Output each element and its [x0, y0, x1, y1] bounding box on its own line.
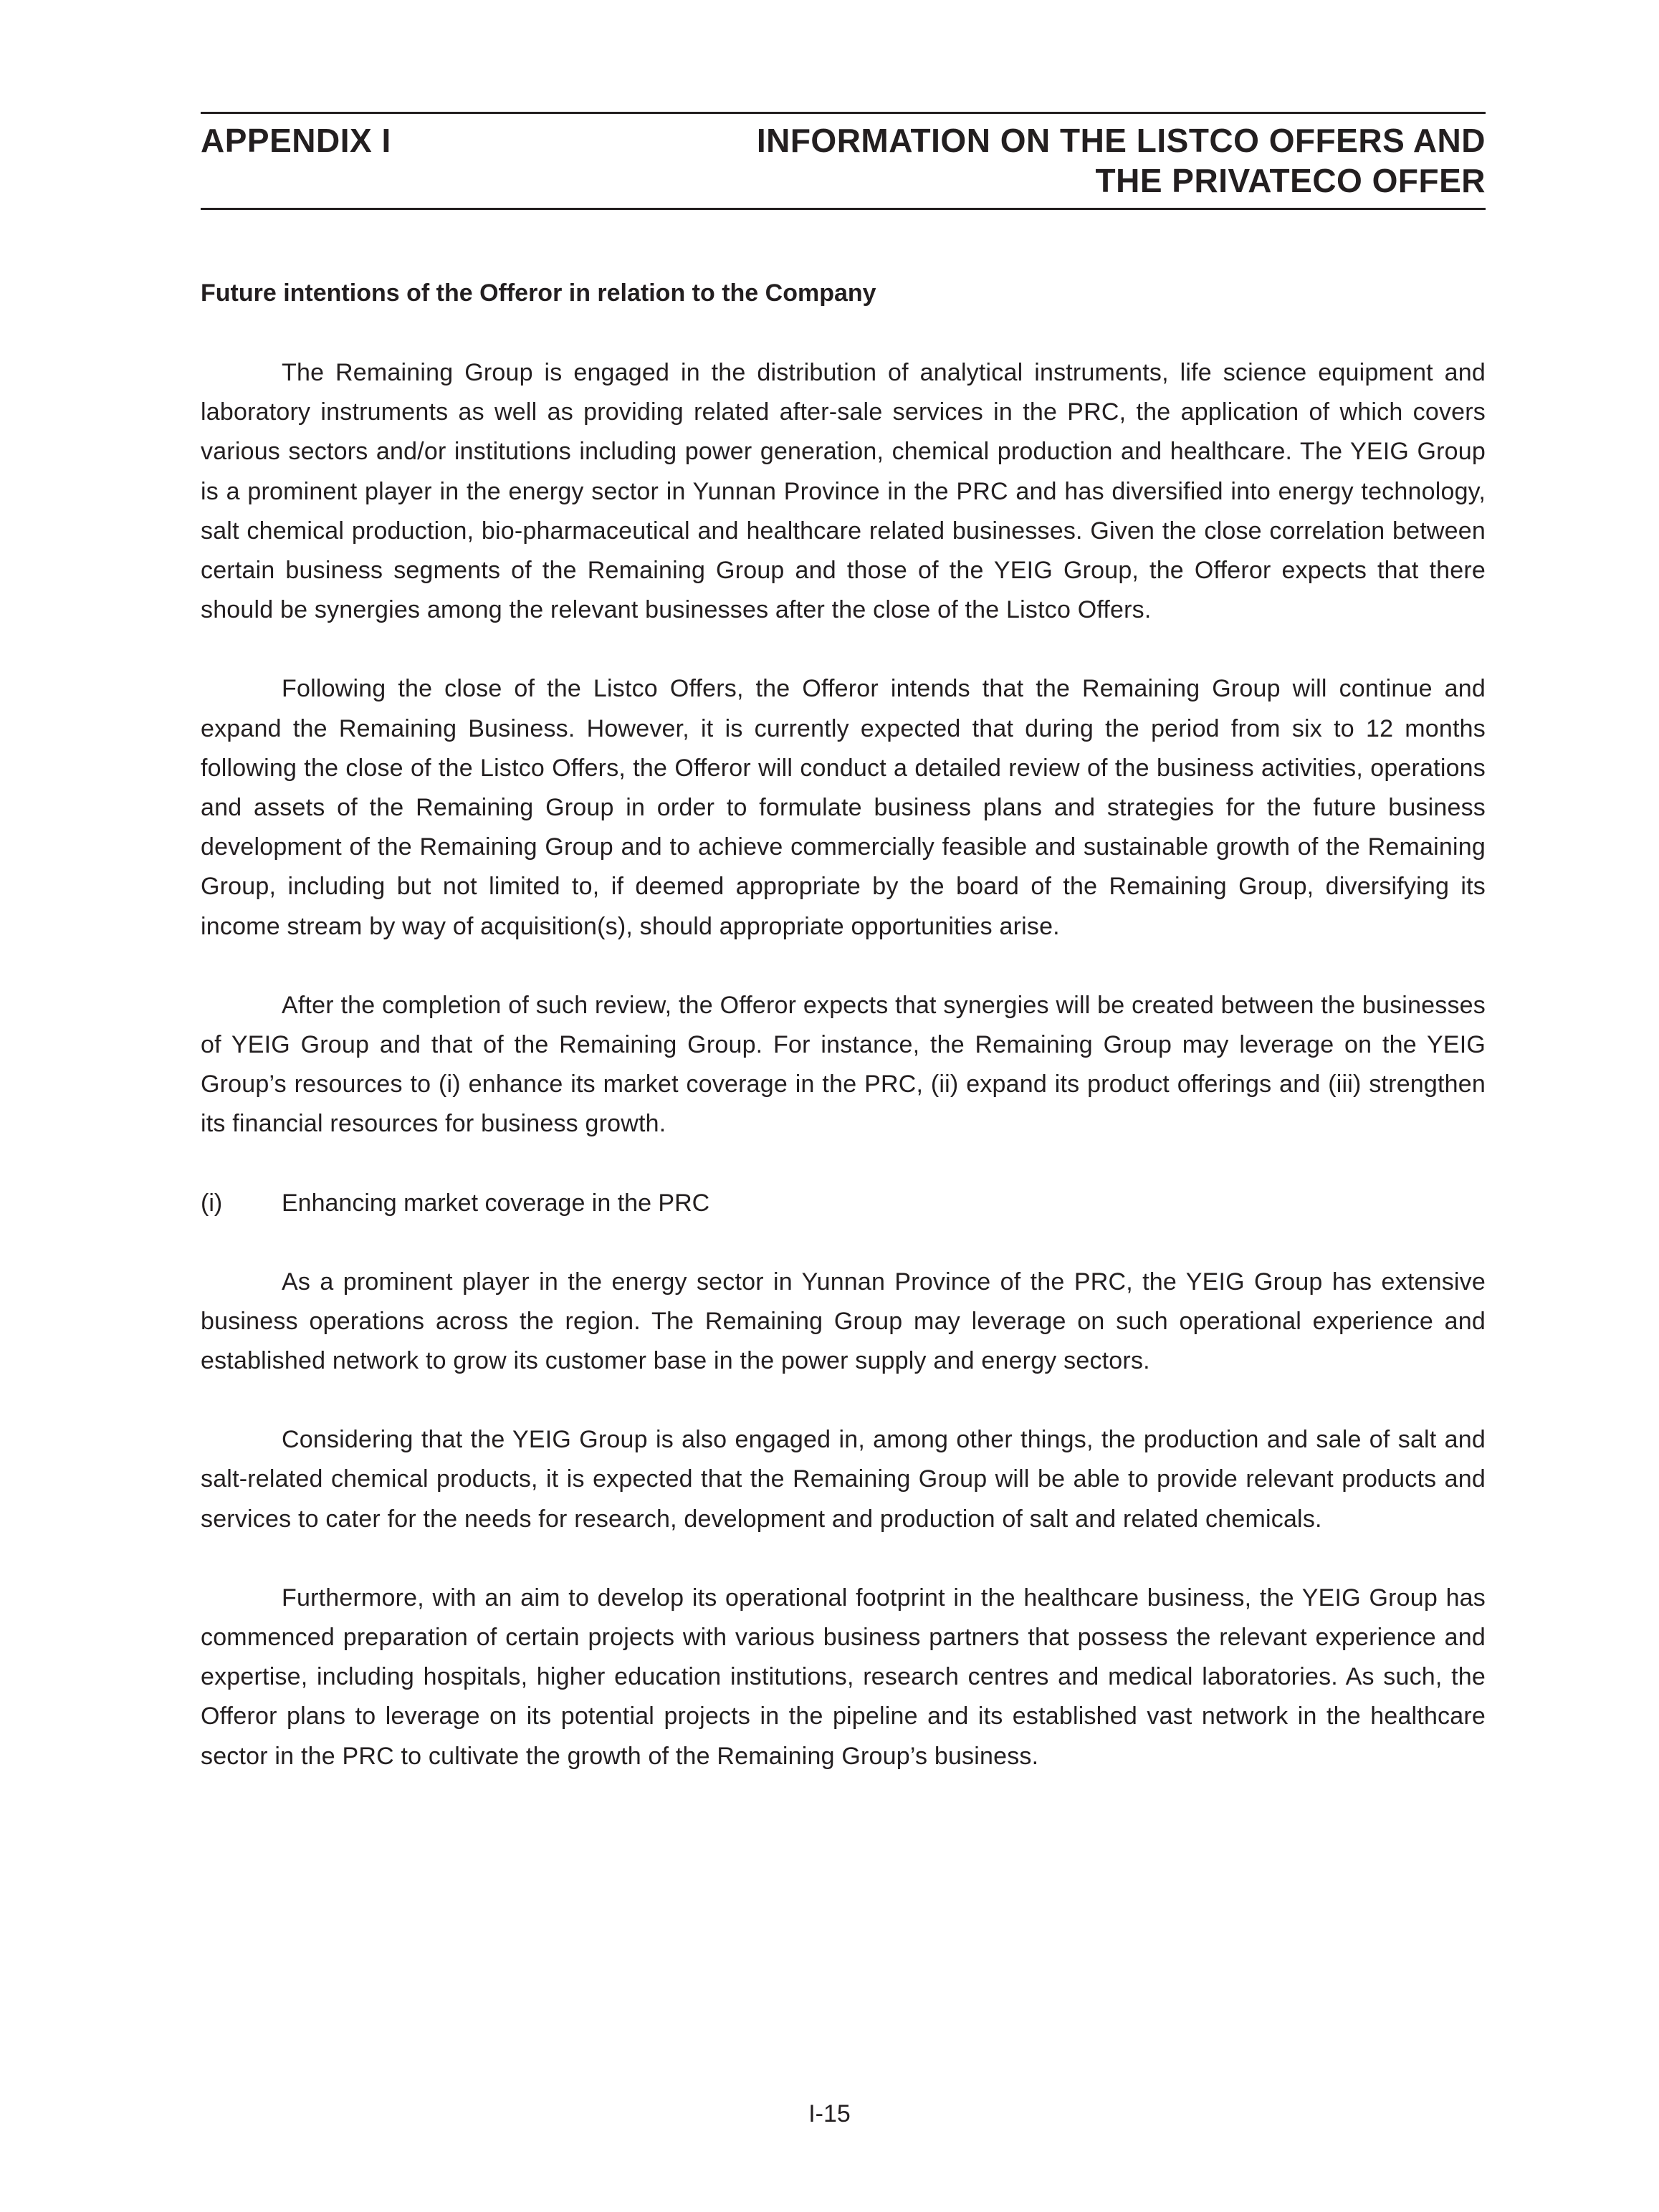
paragraph-6: Furthermore, with an aim to develop its operational footprint in the healthcare business, the YEIG Group has commenced preparation of certain projects with various business partners that possess the relevant experience and expertise, including hospitals, higher education institutions, research centres and medical laboratories. As such, the Offeror plans to leverage on its potential projects in the pipeline and its established vast network in the healthcare sector in the PRC to cultivate the growth of the Remaining Group’s business. — [201, 1584, 1486, 1770]
paragraph-2: Following the close of the Listco Offers, the Offeror intends that the Remaining Group will continue and expand the Remaining Business. However, it is currently expected that during the period from six to 12 months following the close of the Listco Offers, the Offeror will conduct a detailed review of the business activities, operations and assets of the Remaining Group in order to formulate business plans and strategies for the future business development of the Remaining Group and to achieve commercially feasible and sustainable growth of the Remaining Group, including but not limited to, if deemed appropriate by the board of the Remaining Group, diversifying its income stream by way of acquisition(s), should appropriate opportunities arise. — [201, 675, 1486, 940]
appendix-title — [757, 120, 1486, 201]
sub-heading-text: Enhancing market coverage in the PRC — [282, 1189, 710, 1217]
header-top-rule — [201, 112, 1486, 114]
section-title: Future intentions of the Offeror in relation to the Company — [201, 279, 876, 307]
sub-heading — [201, 1184, 1486, 1223]
paragraph-1: The Remaining Group is engaged in the distribution of analytical instruments, life science equipment and laboratory instruments as well as providing related after-sale services in the PRC, the application of which covers various sectors and/or institutions including power generation, chemical production and healthcare. The YEIG Group is a prominent player in the energy sector in Yunnan Province in the PRC and has diversified into energy technology, salt chemical production, bio-pharmaceutical and healthcare related businesses. Given the close correlation between certain business segments of the Remaining Group and those of the YEIG Group, the Offeror expects that there should be synergies among the relevant businesses after the close of the Listco Offers. — [201, 359, 1486, 624]
paragraph-3: After the completion of such review, the Offeror expects that synergies will be created between the businesses of YEIG Group and that of the Remaining Group. For instance, the Remaining Group may leverage on the YEIG Group’s resources to (i) enhance its market coverage in the PRC, (ii) expand its product offerings and (iii) strengthen its financial resources for business growth. — [201, 991, 1486, 1138]
body-content — [201, 274, 1486, 1816]
header-bottom-rule — [201, 208, 1486, 210]
appendix-label: APPENDIX I — [201, 122, 391, 159]
appendix-title-line-2: THE PRIVATECO OFFER — [1095, 162, 1486, 199]
paragraph-5: Considering that the YEIG Group is also engaged in, among other things, the production and sale of salt and salt-related chemical products, it is expected that the Remaining Group will be able to provide relevant products and services to cater for the needs for research, development and production of salt and related chemicals. — [201, 1426, 1486, 1533]
paragraph-4: As a prominent player in the energy sector in Yunnan Province of the PRC, the YEIG Group has extensive business operations across the region. The Remaining Group may leverage on such operational experience and established network to grow its customer base in the power supply and energy sectors. — [201, 1268, 1486, 1375]
appendix-title-line-1: INFORMATION ON THE LISTCO OFFERS AND — [756, 122, 1486, 159]
sub-heading-number: (i) — [201, 1189, 223, 1217]
page-number: I-15 — [808, 2100, 851, 2127]
